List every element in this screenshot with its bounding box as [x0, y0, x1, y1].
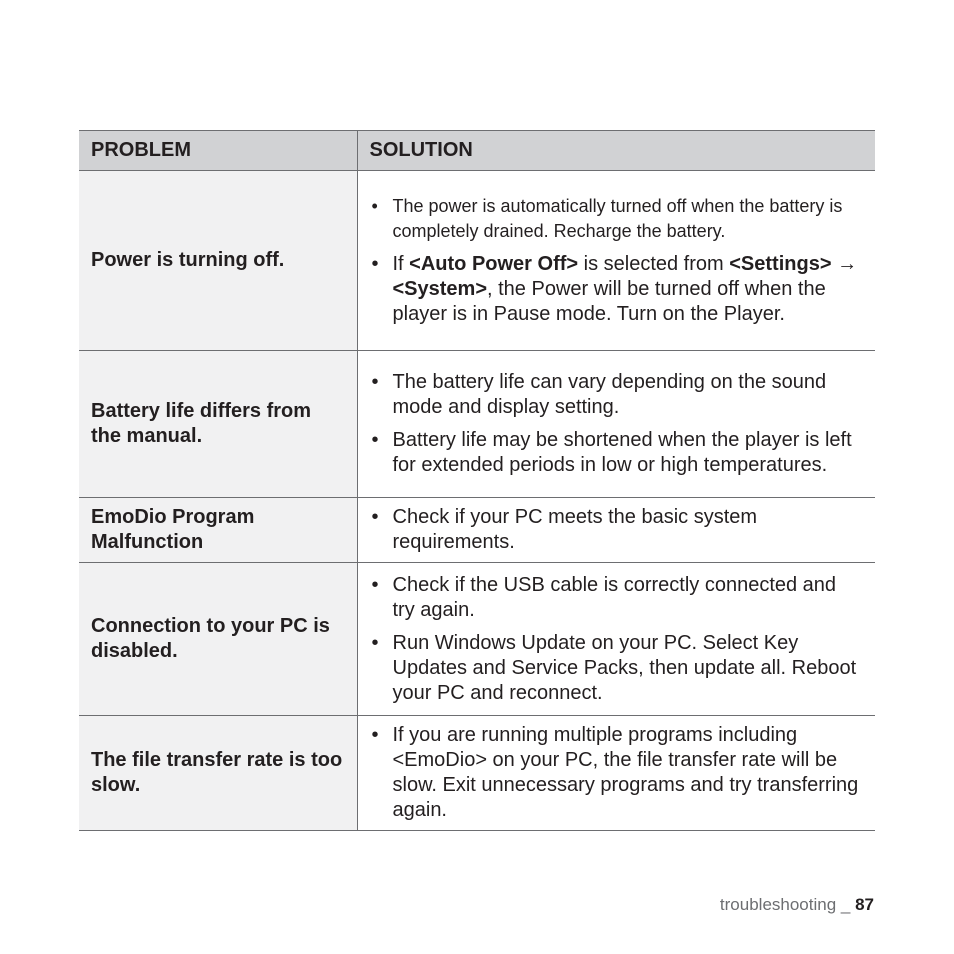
solution-item: • If you are running multiple programs including <EmoDio> on your PC, the file transfer rate will be slow. Exit unnecessary programs and try transferring again. — [371, 723, 864, 823]
problem-cell: Battery life differs from the manual. — [79, 351, 357, 498]
solution-list — [371, 194, 864, 327]
solution-cell — [357, 498, 875, 563]
solution-cell — [357, 171, 875, 351]
solution-list — [371, 370, 864, 478]
problem-cell: Connection to your PC is disabled. — [79, 563, 357, 716]
solution-item: • Check if the USB cable is correctly connected and try again. — [371, 573, 864, 623]
solution-text: is selected from — [578, 253, 730, 275]
settings-term: <Settings> — [729, 253, 832, 275]
solution-column-header: SOLUTION — [357, 131, 875, 171]
problem-cell: Power is turning off. — [79, 171, 357, 351]
auto-power-off-term: <Auto Power Off> — [409, 253, 579, 275]
troubleshooting-table — [79, 130, 875, 831]
problem-cell: EmoDio Program Malfunction — [79, 498, 357, 563]
solution-text: , the Power will be turned off when the player is in Pause mode. Turn on the Player. — [392, 278, 826, 325]
problem-column-header: PROBLEM — [79, 131, 357, 171]
solution-item: • The battery life can vary depending on the sound mode and display setting. — [371, 370, 864, 420]
solution-text: If — [392, 253, 410, 275]
table-row — [79, 563, 875, 716]
solution-item — [371, 252, 864, 327]
solution-cell — [357, 716, 875, 831]
table-row — [79, 716, 875, 831]
page-number: 87 — [855, 895, 874, 914]
footer-section-label: troubleshooting _ — [719, 895, 856, 914]
problem-cell: The file transfer rate is too slow. — [79, 716, 357, 831]
solution-list — [371, 573, 864, 706]
table-row — [79, 171, 875, 351]
solution-item: • Check if your PC meets the basic system requirements. — [371, 505, 864, 555]
solution-cell — [357, 351, 875, 498]
solution-cell — [357, 563, 875, 716]
solution-list — [371, 505, 864, 555]
page-footer — [720, 895, 874, 915]
system-term: <System> — [392, 278, 488, 300]
table-row — [79, 498, 875, 563]
arrow-right-icon: → — [831, 253, 858, 275]
solution-item: • The power is automatically turned off when the battery is completely drained. Recharge the battery. — [371, 194, 864, 244]
table-row — [79, 351, 875, 498]
table-header-row — [79, 131, 875, 171]
solution-item: • Battery life may be shortened when the player is left for extended periods in low or high temperatures. — [371, 428, 864, 478]
solution-item: • Run Windows Update on your PC. Select Key Updates and Service Packs, then update all. Reboot your PC and reconnect. — [371, 631, 864, 706]
solution-list — [371, 723, 864, 823]
